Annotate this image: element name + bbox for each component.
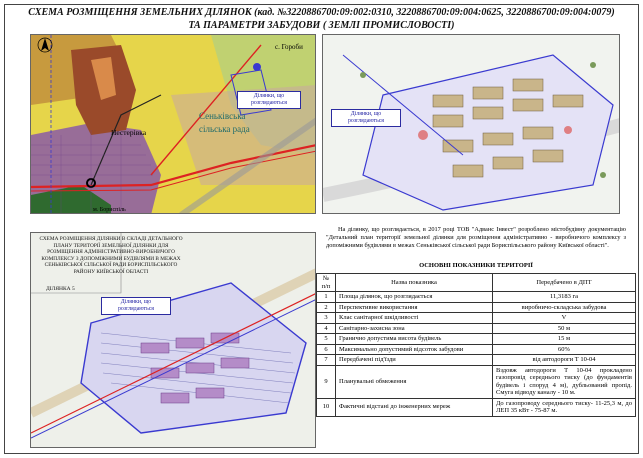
row-number: 3	[317, 313, 336, 324]
label-gorobi: с. Гороби	[275, 43, 303, 51]
header-name: Назва показника	[336, 274, 493, 292]
header-number: № п/п	[317, 274, 336, 292]
row-value: 11,3183 га	[493, 292, 636, 303]
table-row	[317, 398, 636, 416]
location-map	[30, 34, 316, 214]
table-row	[317, 334, 636, 345]
table-header-row	[317, 274, 636, 292]
label-council-1: Сеньківська	[199, 111, 246, 121]
table-body	[317, 292, 636, 417]
label-city: м. Бориспіль	[93, 207, 126, 213]
callout-main: Ділянки, що розглядаються	[237, 91, 301, 109]
row-number: 7	[317, 355, 336, 366]
row-name: Перспективне використання	[336, 302, 493, 313]
row-name: Фактичні відстані до інженерних мереж	[336, 398, 493, 416]
dpt-note: На ділянку, що розглядається, в 2017 році ТОВ "Адванс Інвест" розроблено містобудівну документацію "Детальний план території земельної ділянки для розміщення адміністративно - виробничого комплексу з допоміжними будівлями в межах Сеньківської сільської ради Бориспільського району Київської області".	[326, 226, 626, 249]
row-value: 60%	[493, 344, 636, 355]
row-name: Площа ділянок, що розглядається	[336, 292, 493, 303]
dpt-plan	[322, 34, 620, 214]
table-row	[317, 313, 636, 324]
row-value: 50 м	[493, 323, 636, 334]
table-row	[317, 355, 636, 366]
table-row	[317, 365, 636, 398]
row-value: Вздовж автодороги Т 10-04 прокладено газопровід середнього тиску (до фундаментів будівель і споруд 4 м), дубльований пропід. Смуга відводу каналу - 10 м.	[493, 365, 636, 398]
row-name: Гранично допустима висота будівель	[336, 334, 493, 345]
zoning-caption: СХЕМА РОЗМІЩЕННЯ ДІЛЯНКИ В СКЛАДІ ДЕТАЛЬНОГО ПЛАНУ ТЕРИТОРІЇ ЗЕМЕЛЬНОЇ ДІЛЯНКИ ДЛЯ РОЗМІЩЕННЯ АДМІНІСТРАТИВНО-ВИРОБНИЧОГО КОМПЛЕКСУ З ДОПОМІЖНИМИ БУДІВЛЯМИ В МЕЖАХ СЕНЬКІВСЬКОЇ СІЛЬСЬКОЇ РАДИ БОРИСПІЛЬСЬКОГО РАЙОНУ КИЇВСЬКОЇ ОБЛАСТІ	[39, 236, 183, 275]
row-name: Максимально допустимий відсоток забудови	[336, 344, 493, 355]
row-name: Планувальні обмеження	[336, 365, 493, 398]
zoning-subcaption: ДІЛЯНКА 5	[46, 286, 75, 292]
callout-zone: Ділянки, що розглядаються	[101, 297, 171, 315]
row-number: 6	[317, 344, 336, 355]
row-name: Передбачені під'їзди	[336, 355, 493, 366]
row-name: Санітарно-захисна зона	[336, 323, 493, 334]
row-value: від автодороги Т 10-04	[493, 355, 636, 366]
callout-dpt: Ділянки, що розглядаються	[331, 109, 401, 127]
row-value: До газопроводу середнього тиску- 11-25,3 м, до ЛЕП 35 кВт - 75-87 м.	[493, 398, 636, 416]
table-row	[317, 302, 636, 313]
row-number: 5	[317, 334, 336, 345]
table-row	[317, 323, 636, 334]
table-title: ОСНОВНІ ПОКАЗНИКИ ТЕРИТОРІЇ	[419, 262, 533, 269]
row-number: 1	[317, 292, 336, 303]
row-value: виробничо-складська забудова	[493, 302, 636, 313]
row-number: 9	[317, 365, 336, 398]
sheet-title	[0, 6, 643, 32]
table-row	[317, 292, 636, 303]
label-council-2: сільська рада	[199, 124, 250, 134]
header-value: Передбачено в ДПТ	[493, 274, 636, 292]
row-value: V	[493, 313, 636, 324]
title-line-1: СХЕМА РОЗМІЩЕННЯ ЗЕМЕЛЬНИХ ДІЛЯНОК (кад. №3220886700:09:002:0310, 3220886700:09:004:0625, 3220886700:09:004:0079)	[28, 7, 615, 18]
row-number: 10	[317, 398, 336, 416]
label-nesterivka: Нестерівка	[111, 128, 147, 137]
title-line-2: ТА ПАРАМЕТРИ ЗАБУДОВИ ( ЗЕМЛІ ПРОМИСЛОВОСТІ)	[188, 20, 455, 31]
row-number: 4	[317, 323, 336, 334]
row-value: 15 м	[493, 334, 636, 345]
location-map-drawing	[31, 35, 316, 214]
parameters-table	[316, 273, 636, 417]
row-name: Клас санітарної шкідливості	[336, 313, 493, 324]
row-number: 2	[317, 302, 336, 313]
table-row	[317, 344, 636, 355]
